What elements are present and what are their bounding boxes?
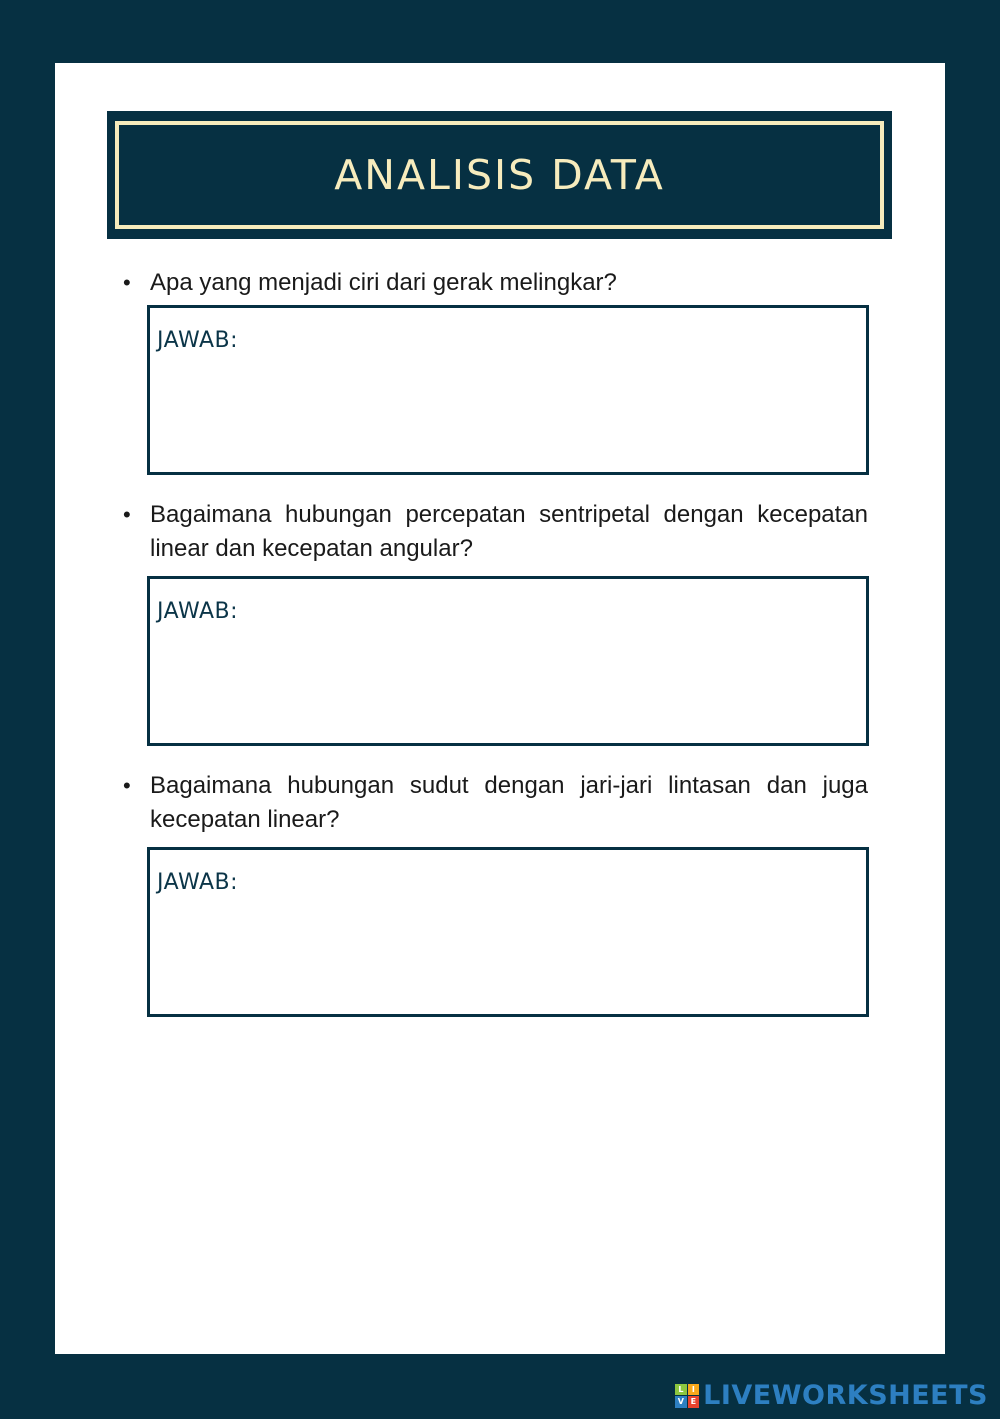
worksheet-page — [55, 63, 945, 1354]
watermark-text: LIVEWORKSHEETS — [703, 1380, 988, 1411]
logo-letter: V — [675, 1396, 687, 1408]
liveworksheets-logo-icon — [675, 1384, 699, 1408]
answer-box-1[interactable] — [147, 305, 869, 475]
question-text: Bagaimana hubungan sudut dengan jari-jari lintasan dan juga kecepatan linear? — [150, 772, 868, 833]
question-1 — [123, 266, 868, 300]
question-2 — [123, 498, 868, 566]
answer-box-2[interactable] — [147, 576, 869, 746]
bullet-icon: • — [123, 270, 131, 295]
answer-label: JAWAB: — [157, 328, 239, 353]
bullet-icon: • — [123, 502, 131, 527]
bullet-icon: • — [123, 773, 131, 798]
liveworksheets-watermark — [675, 1380, 988, 1411]
question-3 — [123, 769, 868, 837]
answer-label: JAWAB: — [157, 599, 239, 624]
answer-box-3[interactable] — [147, 847, 869, 1017]
question-text: Bagaimana hubungan percepatan sentripetal dengan kecepatan linear dan kecepatan angular? — [150, 501, 868, 562]
title-frame — [115, 121, 884, 229]
logo-letter: E — [688, 1396, 700, 1408]
logo-letter: I — [688, 1384, 700, 1396]
logo-letter: L — [675, 1384, 687, 1396]
answer-label: JAWAB: — [157, 870, 239, 895]
title-banner — [107, 111, 892, 239]
question-text: Apa yang menjadi ciri dari gerak melingkar? — [150, 269, 617, 296]
page-title: ANALISIS DATA — [334, 151, 665, 199]
